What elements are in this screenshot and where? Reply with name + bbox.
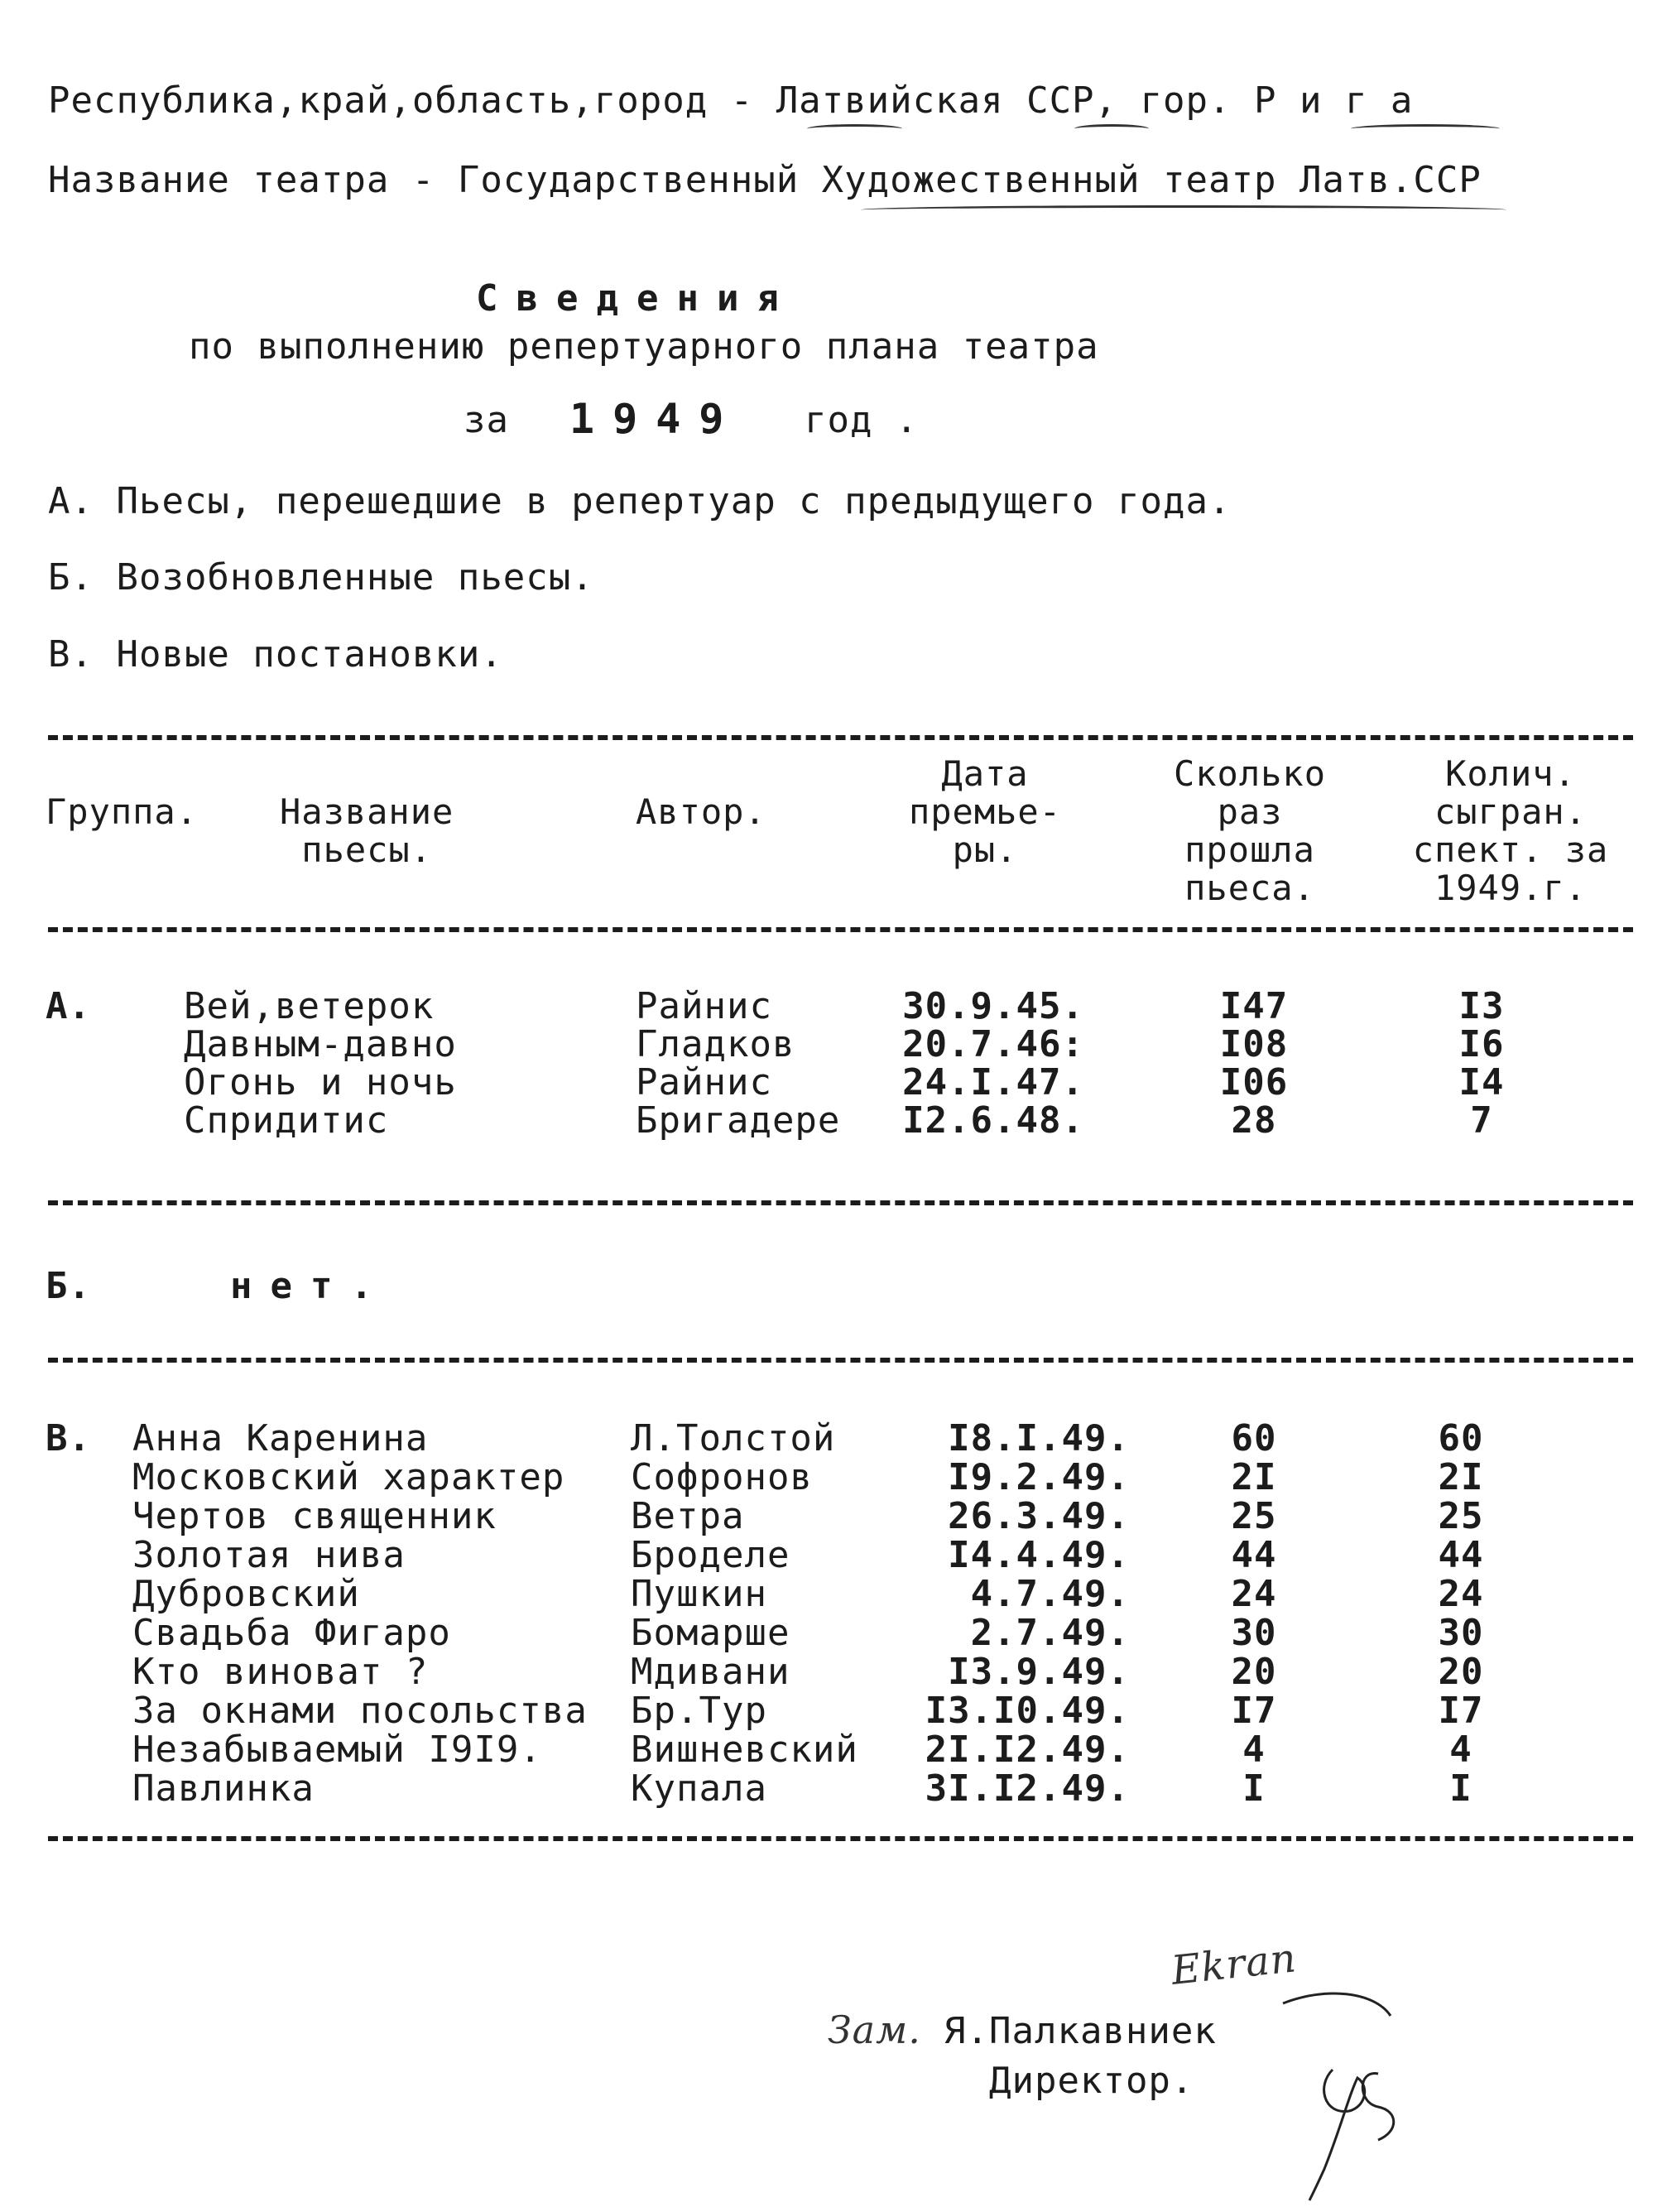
table-row xyxy=(0,1061,1667,1104)
table-row xyxy=(0,1612,1667,1652)
cell-premiere: I2.6.48. xyxy=(902,1099,1084,1142)
cell-count: I xyxy=(1449,1767,1472,1810)
table-row xyxy=(0,1690,1667,1732)
table-row xyxy=(0,1456,1667,1496)
cell-premiere: 24.I.47. xyxy=(902,1061,1084,1104)
region-line: Республика,край,область,город - Латвийская ССР, гор. Р и г а xyxy=(48,79,1414,122)
cell-count: 7 xyxy=(1470,1099,1493,1142)
divider-line xyxy=(48,1200,1633,1205)
group-a-label: А. xyxy=(46,985,91,1027)
doc-title: Сведения xyxy=(476,277,797,320)
handwritten-signature xyxy=(1233,1970,1448,2202)
table-row xyxy=(0,1023,1667,1063)
cell-title: Свадьба Фигаро xyxy=(132,1612,451,1654)
underline-mark xyxy=(807,124,902,133)
cell-title: Павлинка xyxy=(132,1767,315,1810)
cell-count: 4 xyxy=(1449,1729,1472,1771)
divider-line xyxy=(48,927,1633,932)
cell-count: 20 xyxy=(1438,1651,1484,1693)
cell-times: 4 xyxy=(1242,1729,1266,1771)
table-row xyxy=(0,1099,1667,1142)
cell-times: I06 xyxy=(1219,1061,1289,1104)
cell-premiere: 3I.I2.49. xyxy=(925,1767,1130,1810)
cell-premiere: 2I.I2.49. xyxy=(925,1729,1130,1771)
cell-times: 20 xyxy=(1231,1651,1277,1693)
col-header-author: Автор. xyxy=(636,791,766,832)
cell-title: Кто виноват ? xyxy=(132,1651,429,1693)
group-b-text: нет. xyxy=(230,1265,391,1307)
legend-group-b: Б. Возобновленные пьесы. xyxy=(48,556,594,599)
cell-author: Л.Толстой xyxy=(631,1417,836,1459)
cell-author: Райнис xyxy=(636,985,772,1027)
cell-times: I xyxy=(1242,1767,1266,1810)
cell-title: За окнами посольства xyxy=(132,1690,588,1732)
cell-count: I4 xyxy=(1458,1061,1505,1104)
cell-count: I6 xyxy=(1458,1023,1505,1065)
cell-title: Анна Каренина xyxy=(132,1417,429,1459)
cell-count: 24 xyxy=(1438,1573,1484,1615)
col-header-group: Группа. xyxy=(46,791,199,832)
cell-title: Дубровский xyxy=(132,1573,360,1615)
cell-author: Бомарше xyxy=(631,1612,790,1654)
cell-times: I7 xyxy=(1231,1690,1277,1732)
signatory-name: Я.Палкавниек xyxy=(944,2010,1217,2052)
cell-times: 24 xyxy=(1231,1573,1277,1615)
cell-times: 60 xyxy=(1231,1417,1277,1459)
divider-line xyxy=(48,735,1633,740)
cell-author: Ветра xyxy=(631,1495,745,1537)
legend-group-v: В. Новые постановки. xyxy=(48,633,503,676)
cell-author: Райнис xyxy=(636,1061,772,1104)
cell-title: Золотая нива xyxy=(132,1534,406,1576)
doc-year-prefix: за xyxy=(464,399,509,441)
cell-times: 44 xyxy=(1231,1534,1277,1576)
cell-times: 2I xyxy=(1231,1456,1277,1498)
cell-premiere: I9.2.49. xyxy=(948,1456,1130,1498)
cell-count: I3 xyxy=(1458,985,1505,1027)
cell-times: 30 xyxy=(1231,1612,1277,1654)
cell-author: Бригадере xyxy=(636,1099,841,1142)
cell-premiere: I4.4.49. xyxy=(948,1534,1130,1576)
col-header-premiere: Дата премье- ры. xyxy=(908,753,1061,870)
cell-author: Гладков xyxy=(636,1023,795,1065)
cell-author: Броделе xyxy=(631,1534,790,1576)
cell-premiere: 26.3.49. xyxy=(948,1495,1130,1537)
cell-count: 2I xyxy=(1438,1456,1484,1498)
cell-premiere: I3.I0.49. xyxy=(925,1690,1130,1732)
cell-author: Пушкин xyxy=(631,1573,767,1615)
group-b-label: Б. xyxy=(46,1265,91,1307)
cell-title: Давным-давно xyxy=(184,1023,457,1065)
cell-author: Софронов xyxy=(631,1456,813,1498)
cell-count: 60 xyxy=(1438,1417,1484,1459)
cell-count: 25 xyxy=(1438,1495,1484,1537)
legend-group-a: А. Пьесы, перешедшие в репертуар с предыдущего года. xyxy=(48,480,1232,522)
doc-subtitle: по выполнению репертуарного плана театра xyxy=(189,325,1099,368)
table-row xyxy=(0,1729,1667,1771)
col-header-times: Сколько раз прошла пьеса. xyxy=(1173,753,1326,908)
doc-year-suffix: год . xyxy=(805,399,919,441)
cell-title: Огонь и ночь xyxy=(184,1061,457,1104)
table-row xyxy=(0,1495,1667,1535)
cell-times: 25 xyxy=(1231,1495,1277,1537)
cell-title: Спридитис xyxy=(184,1099,389,1142)
cell-count: I7 xyxy=(1438,1690,1484,1732)
col-header-title: Название пьесы. xyxy=(280,791,454,870)
cell-times: 28 xyxy=(1231,1099,1277,1142)
col-header-count: Колич. сыгран. спект. за 1949.г. xyxy=(1412,753,1609,908)
table-row xyxy=(0,1767,1667,1810)
cell-title: Незабываемый I9I9. xyxy=(132,1729,542,1771)
cell-times: I47 xyxy=(1219,985,1289,1027)
cell-premiere: 20.7.46: xyxy=(902,1023,1084,1065)
group-v-label: В. xyxy=(46,1417,91,1459)
cell-premiere: 2.7.49. xyxy=(970,1612,1130,1654)
cell-premiere: 30.9.45. xyxy=(902,985,1084,1027)
underline-mark xyxy=(1074,124,1149,133)
cell-premiere: I8.I.49. xyxy=(948,1417,1130,1459)
underline-mark xyxy=(861,205,1506,214)
table-row xyxy=(0,985,1667,1025)
cell-count: 30 xyxy=(1438,1612,1484,1654)
handwritten-prefix: Зам. xyxy=(828,2008,921,2052)
cell-author: Бр.Тур xyxy=(631,1690,767,1732)
divider-line xyxy=(48,1836,1633,1841)
handwritten-annotation: Ekran xyxy=(1169,1935,1299,1994)
divider-line xyxy=(48,1358,1633,1363)
cell-title: Московский характер xyxy=(132,1456,565,1498)
doc-year: 1949 xyxy=(569,395,742,443)
signatory-position: Директор. xyxy=(989,2060,1194,2102)
table-row xyxy=(0,1417,1667,1457)
cell-author: Купала xyxy=(631,1767,767,1810)
cell-title: Чертов священник xyxy=(132,1495,497,1537)
cell-count: 44 xyxy=(1438,1534,1484,1576)
cell-title: Вей,ветерок xyxy=(184,985,435,1027)
underline-mark xyxy=(1351,124,1500,133)
cell-times: I08 xyxy=(1219,1023,1289,1065)
table-row xyxy=(0,1573,1667,1613)
cell-author: Вишневский xyxy=(631,1729,858,1771)
cell-premiere: 4.7.49. xyxy=(970,1573,1130,1615)
table-row xyxy=(0,1651,1667,1693)
table-row xyxy=(0,1534,1667,1574)
cell-premiere: I3.9.49. xyxy=(948,1651,1130,1693)
cell-author: Мдивани xyxy=(631,1651,790,1693)
theatre-line: Название театра - Государственный Художественный театр Латв.ССР xyxy=(48,159,1482,201)
